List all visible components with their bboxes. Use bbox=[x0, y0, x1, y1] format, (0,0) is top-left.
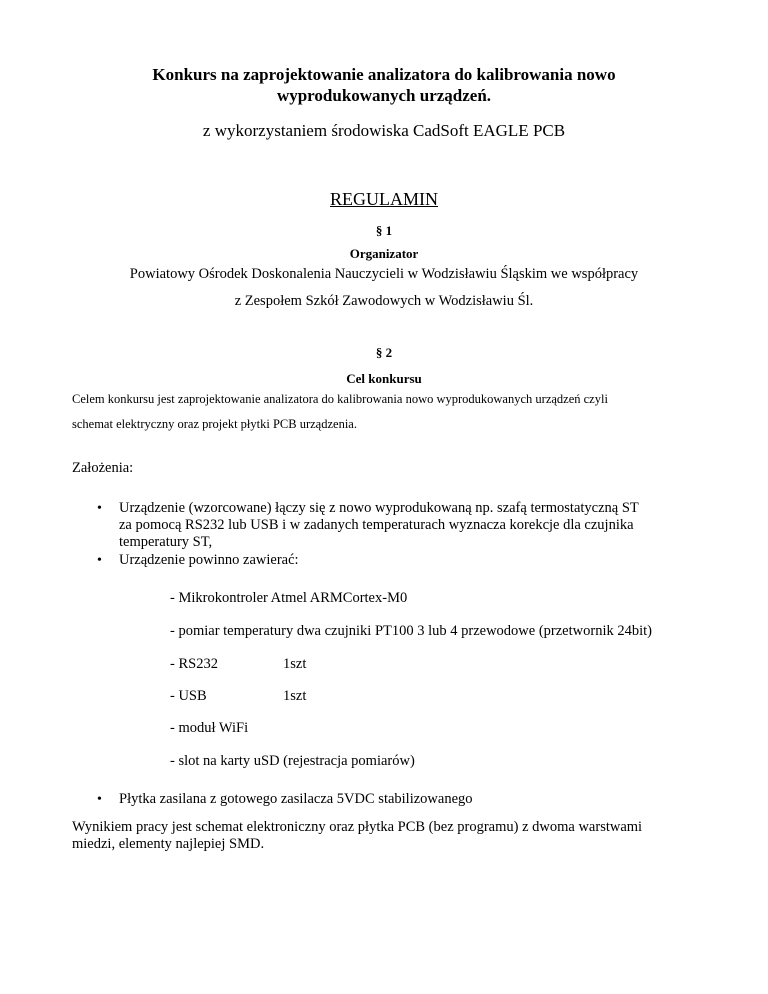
rs232-label: - RS232 bbox=[170, 656, 218, 672]
conclusion-line1: Wynikiem pracy jest schemat elektroniczny oraz płytka PCB (bez programu) z dwoma warstwami bbox=[72, 819, 643, 835]
assumptions-label: Założenia: bbox=[72, 460, 134, 476]
bullet1-line2: za pomocą RS232 lub USB i w zadanych temperaturach wyznacza korekcje dla czujnika bbox=[119, 517, 634, 533]
list-item: - pomiar temperatury dwa czujniki PT100 3 lub 4 przewodowe (przetwornik 24bit) bbox=[170, 623, 652, 639]
bullet1-line1: Urządzenie (wzorcowane) łączy się z nowo wyprodukowaną np. szafą termostatyczną ST bbox=[119, 500, 639, 516]
section2-symbol: § 2 bbox=[375, 345, 393, 360]
section2-line1: Celem konkursu jest zaprojektowanie analizatora do kalibrowania nowo wyprodukowanych urządzeń czyli bbox=[72, 392, 608, 406]
rs232-qty: 1szt bbox=[283, 656, 307, 672]
document-title-line2: wyprodukowanych urządzeń. bbox=[276, 86, 492, 105]
section1-line2: z Zespołem Szkół Zawodowych w Wodzisławiu Śl. bbox=[234, 293, 534, 309]
bullet3-text: Płytka zasilana z gotowego zasilacza 5VDC stabilizowanego bbox=[119, 791, 473, 807]
list-item: - moduł WiFi bbox=[170, 720, 249, 736]
usb-label: - USB bbox=[170, 688, 207, 704]
bullet-icon: • bbox=[97, 553, 102, 568]
bullet-icon: • bbox=[97, 501, 102, 516]
usb-qty: 1szt bbox=[283, 688, 307, 704]
document-subtitle: z wykorzystaniem środowiska CadSoft EAGLE PCB bbox=[202, 121, 566, 140]
section1-title: Organizator bbox=[349, 246, 419, 261]
regulamin-heading: REGULAMIN bbox=[330, 189, 438, 209]
bullet1-line3: temperatury ST, bbox=[119, 534, 213, 550]
bullet2-text: Urządzenie powinno zawierać: bbox=[119, 552, 299, 568]
conclusion-line2: miedzi, elementy najlepiej SMD. bbox=[72, 836, 265, 852]
list-item: - Mikrokontroler Atmel ARMCortex-M0 bbox=[170, 590, 408, 606]
document-title-line1: Konkurs na zaprojektowanie analizatora do kalibrowania nowo bbox=[152, 65, 616, 84]
section2-line2: schemat elektryczny oraz projekt płytki PCB urządzenia. bbox=[72, 417, 357, 431]
list-item: - slot na karty uSD (rejestracja pomiarów) bbox=[170, 753, 415, 769]
bullet-icon: • bbox=[97, 792, 102, 807]
section1-line1: Powiatowy Ośrodek Doskonalenia Nauczycieli w Wodzisławiu Śląskim we współpracy bbox=[129, 266, 639, 282]
section1-symbol: § 1 bbox=[375, 223, 393, 238]
section2-title: Cel konkursu bbox=[346, 371, 422, 386]
